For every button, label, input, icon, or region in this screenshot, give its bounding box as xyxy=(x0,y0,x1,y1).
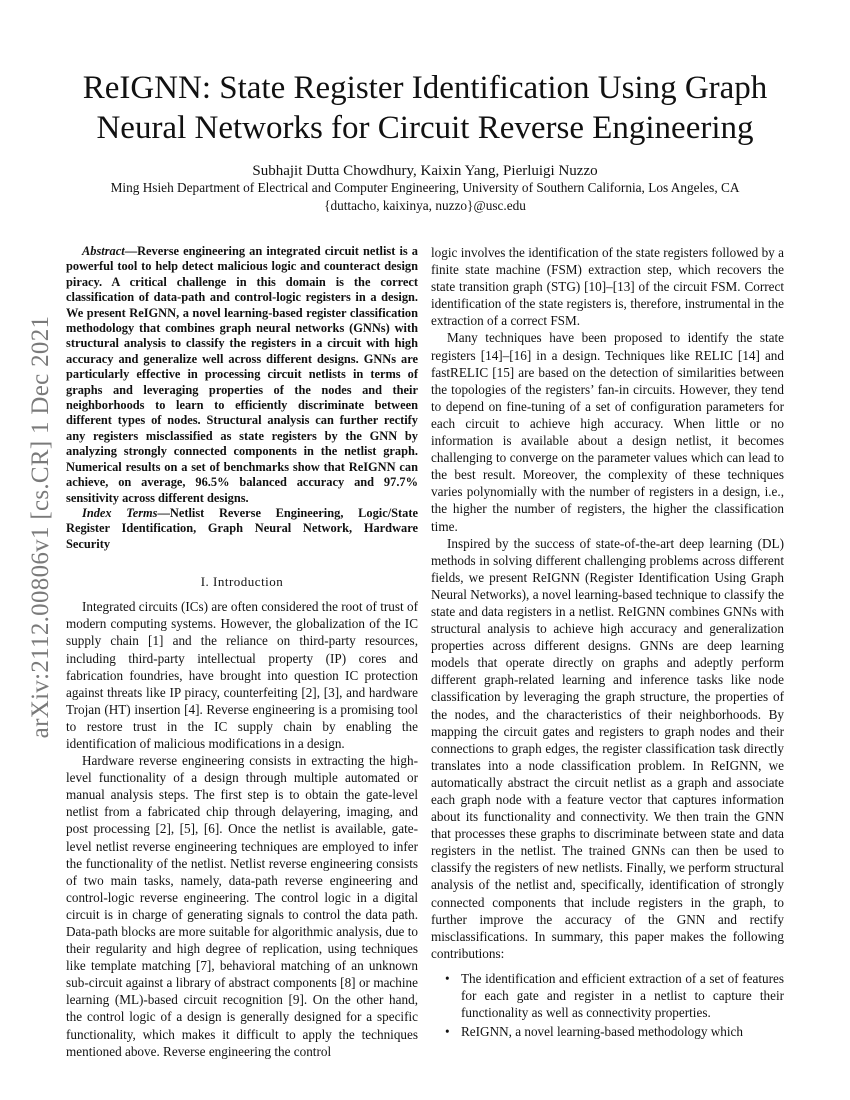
abstract-label: Abstract xyxy=(82,244,125,258)
right-column xyxy=(431,244,784,1042)
intro-paragraph: Hardware reverse engineering consists in extracting the high-level functionality of a design through multiple automated or manual analysis steps. The first step is to obtain the gate-level netlist from a fabricated chip through delayering, imaging, and post processing [2], [5], [6]. Once the netlist is available, gate-level netlist reverse engineering techniques are employed to infer the functionality of the netlist. Netlist reverse engineering consists of two main tasks, namely, data-path reverse engineering and control-logic reverse engineering. The control logic in a digital circuit is in charge of generating signals to control the data path. Data-path blocks are more suitable for algorithmic analysis, due to their regularity and high degree of replication, using techniques like template matching [7], behavioral matching of an unknown sub-circuit against a library of abstract components [8] or machine learning (ML)-based circuit recognition [9]. On the other hand, the control logic of a design is generally designed for a specific functionality, which makes it difficult to apply the techniques mentioned above. Reverse engineering the control xyxy=(66,753,418,1059)
author-emails: {duttacho, kaixinya, nuzzo}@usc.edu xyxy=(324,198,526,213)
contributions-list xyxy=(431,970,784,1040)
intro-paragraph: Inspired by the success of state-of-the-art deep learning (DL) methods in solving different challenging problems across different fields, we present ReIGNN (Register Identification Using Graph Neural Networks), a novel learning-based technique to classify the state and data registers in a netlist. ReIGNN combines GNNs with structural analysis to achieve high accuracy and generalization properties across different designs. GNNs are deep learning models that operate directly on graphs and adeptly perform different graph-related learning and inference tasks like node classification by leveraging the graph structure, the properties of the nodes, and the characteristics of their neighborhoods. By mapping the circuit gates and registers to graph nodes and their connections to graph edges, the register classification task directly translates into a node classification problem. In ReIGNN, we automatically abstract the circuit netlist as a graph and associate each graph node with a feature vector that captures information about its functionality and connectivity. We then train the GNN that processes these graphs to discriminate between state and data registers in the netlist. The trained GNNs can then be used to classify the registers of new netlists. Finally, we perform structural analysis of the netlist and, specifically, identification of strongly connected components that include registers in the graph, to further improve the accuracy of the GNN and rectify misclassifications. In summary, this paper makes the following contributions: xyxy=(431,535,784,961)
affiliation-line: Ming Hsieh Department of Electrical and Computer Engineering, University of Southern California, Los Angeles, CA xyxy=(110,180,740,195)
section-heading-introduction: I. Introduction xyxy=(200,574,284,590)
contribution-item: • ReIGNN, a novel learning-based methodology which xyxy=(431,1023,784,1040)
left-column xyxy=(66,244,418,1060)
arxiv-id: arXiv:2112.00806v1 [cs.CR] 1 Dec 2021 xyxy=(27,315,54,739)
abstract-text: —Reverse engineering an integrated circuit netlist is a powerful tool to help detect malicious logic and counteract design piracy. A critical challenge in this domain is the correct classification of data-path and control-logic registers in a design. We present ReIGNN, a novel learning-based register classification methodology that combines graph neural networks (GNNs) with structural analysis to classify the registers in a circuit with high accuracy and generalize well across different designs. GNNs are particularly effective in processing circuit netlists in terms of graphs and leveraging properties of the nodes and their neighborhoods to learn to efficiently discriminate between different types of nodes. Structural analysis can further rectify any registers misclassified as state registers by the GNN by analyzing strongly connected components in the netlist graph. Numerical results on a set of benchmarks show that ReIGNN can achieve, on average, 96.5% balanced accuracy and 97.7% sensitivity across different designs. xyxy=(66,244,418,505)
arxiv-watermark xyxy=(18,292,64,762)
abstract xyxy=(66,244,418,506)
intro-continuation: logic involves the identification of the state registers followed by a finite state machine (FSM) extraction step, which recovers the state transition graph (STG) [10]–[13] of the circuit FSM. Correct identification of the state registers is, therefore, instrumental in the extraction of a correct FSM. xyxy=(431,245,784,329)
intro-paragraph: Many techniques have been proposed to identify the state registers [14]–[16] in a design. Techniques like RELIC [14] and fastRELIC [15] are based on the detection of similarities between the topologies of the registers’ fan-in circuits. However, they tend to depend on fine-tuning of a set of configuration parameters for each circuit to achieve high accuracy. When little or no information is available about a design netlist, it becomes challenging to converge on the parameter values which can lead to the best result. Moreover, the complexity of these techniques varies polynomially with the number of registers in a design, i.e., the higher the number of registers, the higher the classification time. xyxy=(431,330,784,534)
paper-affiliation xyxy=(60,179,790,215)
index-terms-text: —Netlist Reverse Engineering, Logic/State Register Identification, Graph Neural Network, Hardware Security xyxy=(66,505,418,551)
index-terms xyxy=(66,506,418,552)
paper-authors: Subhajit Dutta Chowdhury, Kaixin Yang, Pierluigi Nuzzo xyxy=(252,163,598,179)
index-terms-label: Index Terms xyxy=(82,505,158,520)
paper-title: ReIGNN: State Register Identification Using Graph Neural Networks for Circuit Reverse Engineering xyxy=(82,70,768,146)
intro-paragraph: Integrated circuits (ICs) are often considered the root of trust of modern computing systems. However, the globalization of the IC supply chain [1] and the reliance on third-party resources, including third-party intellectual property (IP) cores and fabrication foundries, have brought into question IC protection against threats like IP piracy, counterfeiting [2], [3], and hardware Trojan (HT) insertion [4]. Reverse engineering is a promising tool to restore trust in the IC supply chain by enabling the identification of malicious modifications in a design. xyxy=(66,599,418,751)
contribution-item: • The identification and efficient extraction of a set of features for each gate and register in a netlist to capture their functionality as well as connectivity properties. xyxy=(431,970,784,1021)
